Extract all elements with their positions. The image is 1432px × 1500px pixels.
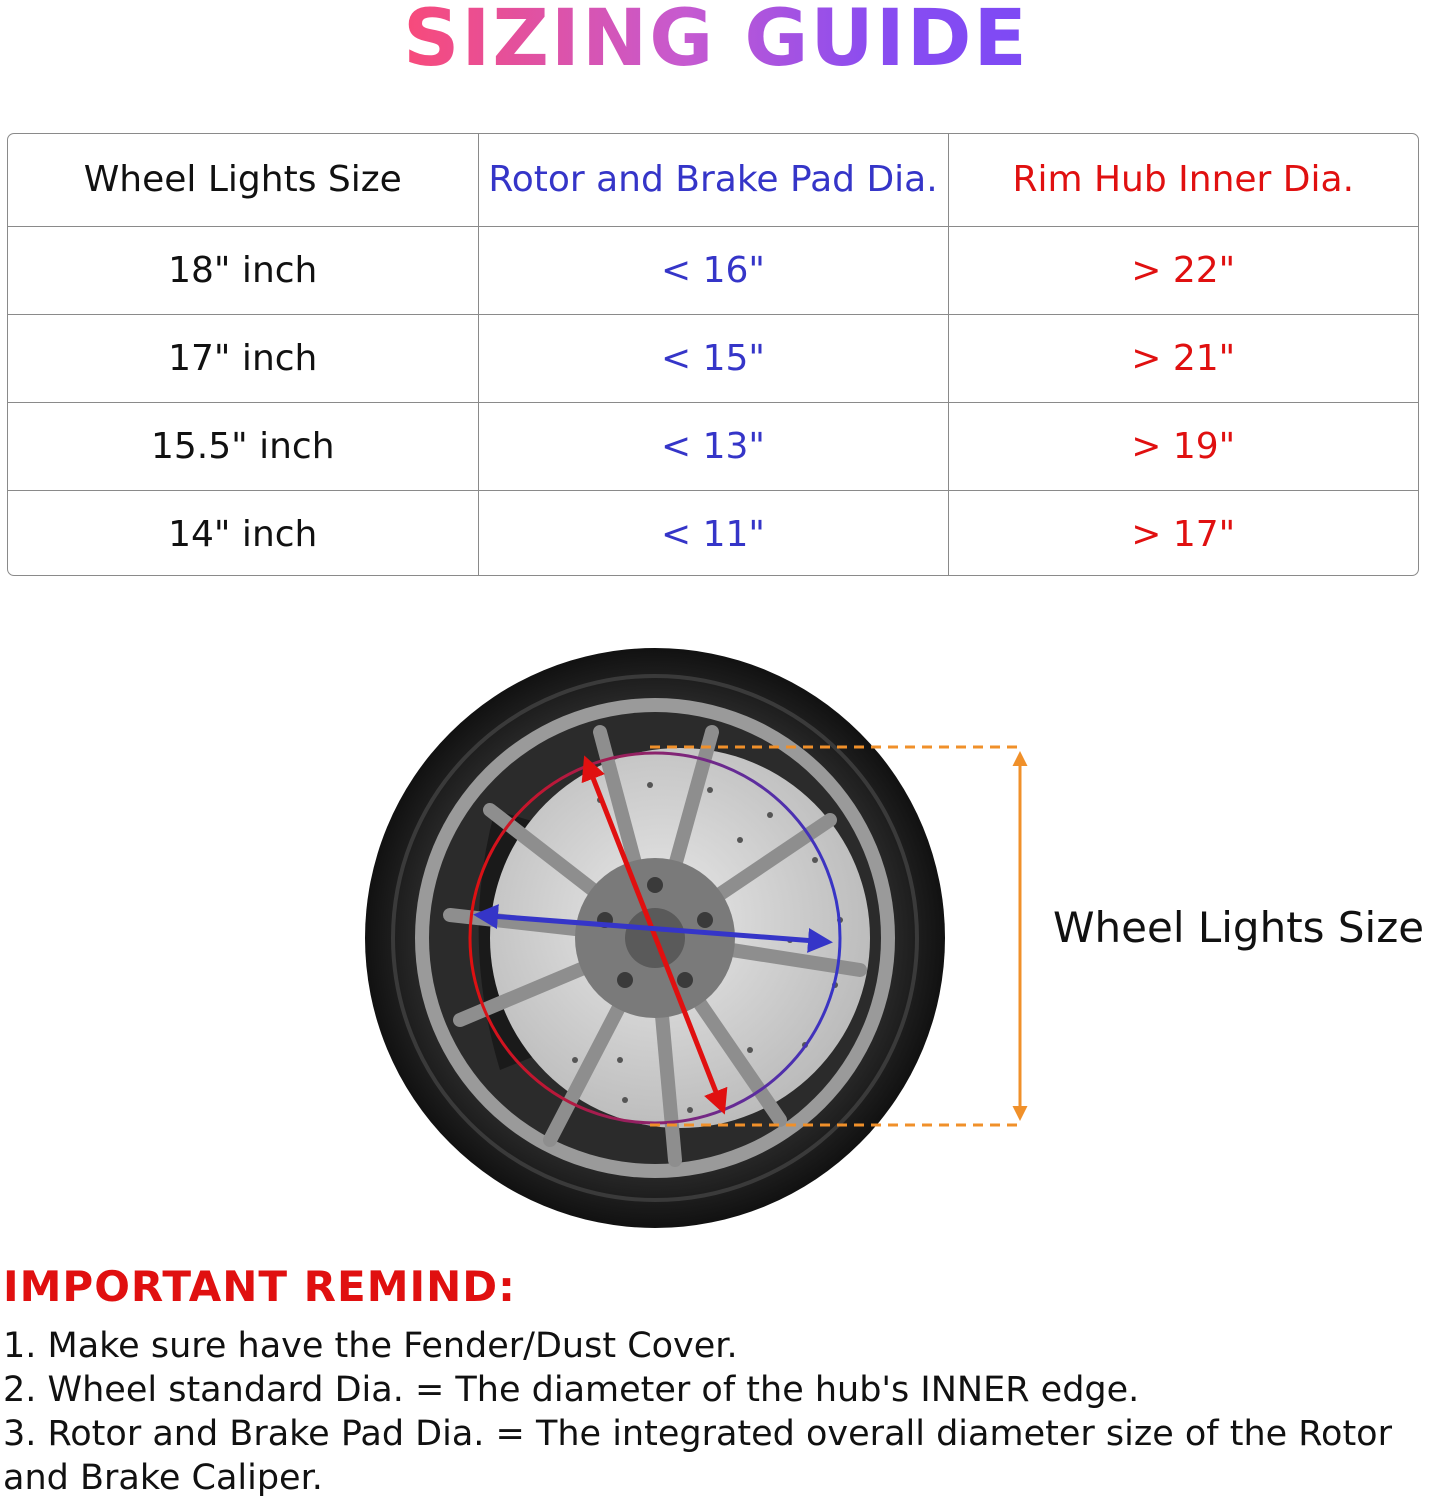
wheel-diagram	[350, 640, 1050, 1240]
table-row	[8, 314, 1418, 402]
table-row	[8, 402, 1418, 490]
table-row	[8, 490, 1418, 576]
cell-rotor-dia: < 15"	[478, 314, 948, 402]
note-item: 1. Make sure have the Fender/Dust Cover.	[3, 1326, 738, 1366]
cell-rotor-dia: < 13"	[478, 402, 948, 490]
cell-wheel-size: 18" inch	[8, 226, 478, 314]
cell-wheel-size: 15.5" inch	[8, 402, 478, 490]
cell-rim-dia: > 19"	[948, 402, 1418, 490]
header-wheel-lights-size: Wheel Lights Size	[8, 134, 478, 226]
header-rim-hub-inner-dia: Rim Hub Inner Dia.	[948, 134, 1418, 226]
note-item: 2. Wheel standard Dia. = The diameter of the hub's INNER edge.	[3, 1370, 1140, 1410]
header-rotor-brake-dia: Rotor and Brake Pad Dia.	[478, 134, 948, 226]
cell-rotor-dia: < 16"	[478, 226, 948, 314]
cell-rotor-dia: < 11"	[478, 490, 948, 576]
remind-notes	[3, 1324, 1423, 1500]
table-header-row	[8, 134, 1418, 226]
cell-rim-dia: > 21"	[948, 314, 1418, 402]
table-row	[8, 226, 1418, 314]
cell-rim-dia: > 17"	[948, 490, 1418, 576]
remind-title: IMPORTANT REMIND:	[3, 1262, 516, 1311]
cell-wheel-size: 14" inch	[8, 490, 478, 576]
page-title: SIZING GUIDE	[0, 0, 1432, 84]
sizing-table	[7, 133, 1419, 576]
note-item: 3. Rotor and Brake Pad Dia. = The integrated overall diameter size of the Rotor and Brake Caliper.	[3, 1414, 1392, 1498]
cell-wheel-size: 17" inch	[8, 314, 478, 402]
wheel-size-label: Wheel Lights Size	[1053, 903, 1425, 952]
cell-rim-dia: > 22"	[948, 226, 1418, 314]
